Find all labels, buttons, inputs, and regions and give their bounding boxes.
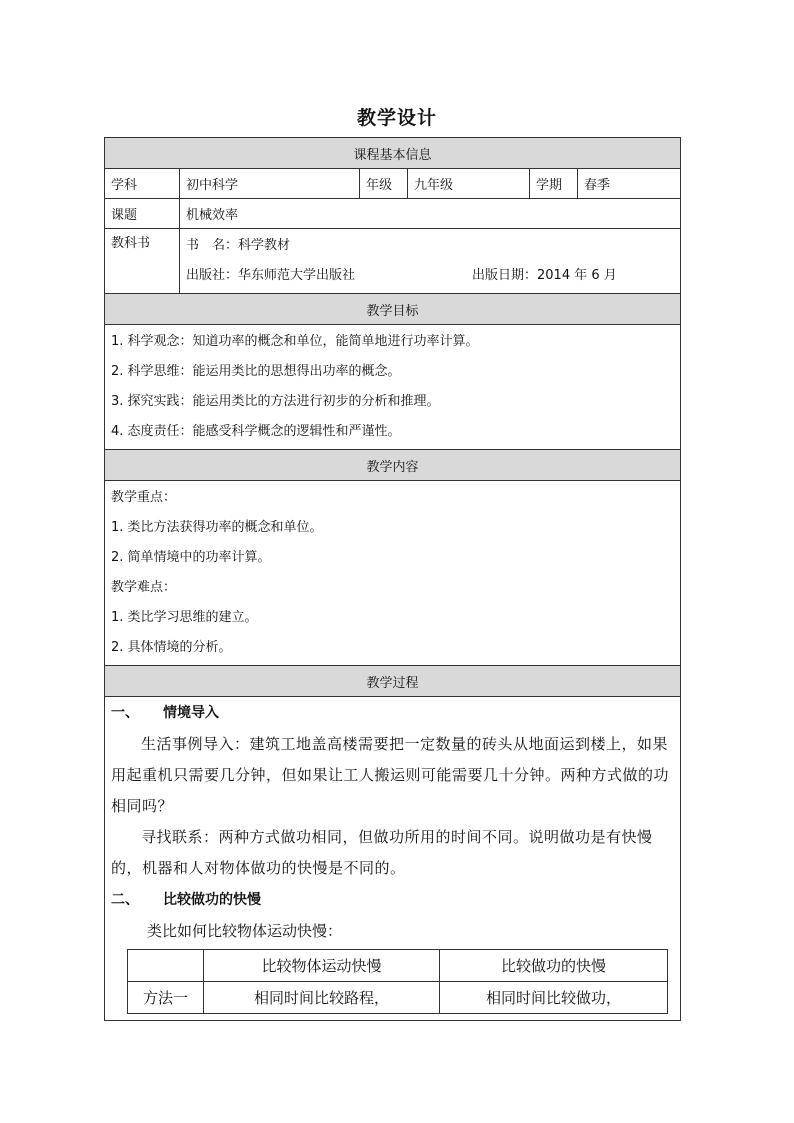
goal-item: 3. 探究实践：能运用类比的方法进行初步的分析和推理。 <box>111 394 440 409</box>
comparison-row <box>128 982 668 1014</box>
textbook-row <box>105 229 681 294</box>
basic-info-header-row <box>105 138 681 169</box>
comparison-cell: 相同时间比较做功， <box>440 982 668 1014</box>
publish-date: 出版日期：2014 年 6 月 <box>472 268 617 283</box>
section-heading <box>111 697 674 729</box>
comparison-col-header: 比较物体运动快慢 <box>204 950 440 982</box>
subject-label: 学科 <box>105 169 180 199</box>
process-row <box>105 697 681 1021</box>
difficult-points-label: 教学难点： <box>111 580 177 595</box>
section-heading <box>111 884 674 916</box>
difficult-point-item: 1. 类比学习思维的建立。 <box>111 610 258 625</box>
process-header: 教学过程 <box>105 666 681 697</box>
goal-item: 4. 态度责任：能感受科学概念的逻辑性和严谨性。 <box>111 424 401 439</box>
document-title: 教学设计 <box>356 107 437 129</box>
textbook-info <box>180 229 681 294</box>
goals-header-row <box>105 294 681 325</box>
term-value: 春季 <box>578 169 681 199</box>
comparison-cell: 相同时间比较路程， <box>204 982 440 1014</box>
goals-row <box>105 325 681 450</box>
content-header-row <box>105 450 681 481</box>
comparison-row-label: 方法一 <box>128 982 204 1014</box>
key-point-item: 2. 简单情境中的功率计算。 <box>111 550 271 565</box>
section-title: 情境导入 <box>163 705 219 721</box>
topic-label: 课题 <box>105 199 180 229</box>
content-header: 教学内容 <box>105 450 681 481</box>
lesson-plan-table <box>104 137 681 1021</box>
key-points-label: 教学重点： <box>111 490 177 505</box>
section-number: 一、 <box>111 705 139 721</box>
comparison-table <box>127 949 668 1014</box>
comparison-col-header: 比较做功的快慢 <box>440 950 668 982</box>
basic-info-header: 课程基本信息 <box>105 138 681 169</box>
key-point-item: 1. 类比方法获得功率的概念和单位。 <box>111 520 323 535</box>
goals-list <box>105 325 681 450</box>
process-header-row <box>105 666 681 697</box>
topic-value: 机械效率 <box>180 199 681 229</box>
paragraph: 生活事例导入：建筑工地盖高楼需要把一定数量的砖头从地面运到楼上，如果用起重机只需要几分钟，但如果让工人搬运则可能需要几十分钟。两种方式做的功相同吗？ <box>111 735 670 815</box>
difficult-point-item: 2. 具体情境的分析。 <box>111 640 232 655</box>
publisher-line <box>186 261 674 291</box>
topic-row <box>105 199 681 229</box>
content-list <box>105 481 681 666</box>
comparison-corner-cell <box>128 950 204 982</box>
goals-header: 教学目标 <box>105 294 681 325</box>
grade-value: 九年级 <box>408 169 530 199</box>
process-body <box>105 697 681 1021</box>
book-name: 书 名：科学教材 <box>186 238 291 253</box>
section-number: 二、 <box>111 892 139 908</box>
content-row <box>105 481 681 666</box>
grade-label: 年级 <box>360 169 408 199</box>
goal-item: 1. 科学观念：知道功率的概念和单位，能简单地进行功率计算。 <box>111 334 479 349</box>
goal-item: 2. 科学思维：能运用类比的思想得出功率的概念。 <box>111 364 401 379</box>
publisher: 出版社：华东师范大学出版社 <box>186 268 356 283</box>
paragraph: 寻找联系：两种方式做功相同，但做功所用的时间不同。说明做功是有快慢的，机器和人对物体做功的快慢是不同的。 <box>111 828 653 877</box>
section-title: 比较做功的快慢 <box>163 892 261 908</box>
textbook-label: 教科书 <box>105 229 180 294</box>
paragraph: 类比如何比较物体运动快慢： <box>147 922 343 940</box>
subject-value: 初中科学 <box>180 169 360 199</box>
subject-row <box>105 169 681 199</box>
comparison-header-row <box>128 950 668 982</box>
term-label: 学期 <box>530 169 578 199</box>
